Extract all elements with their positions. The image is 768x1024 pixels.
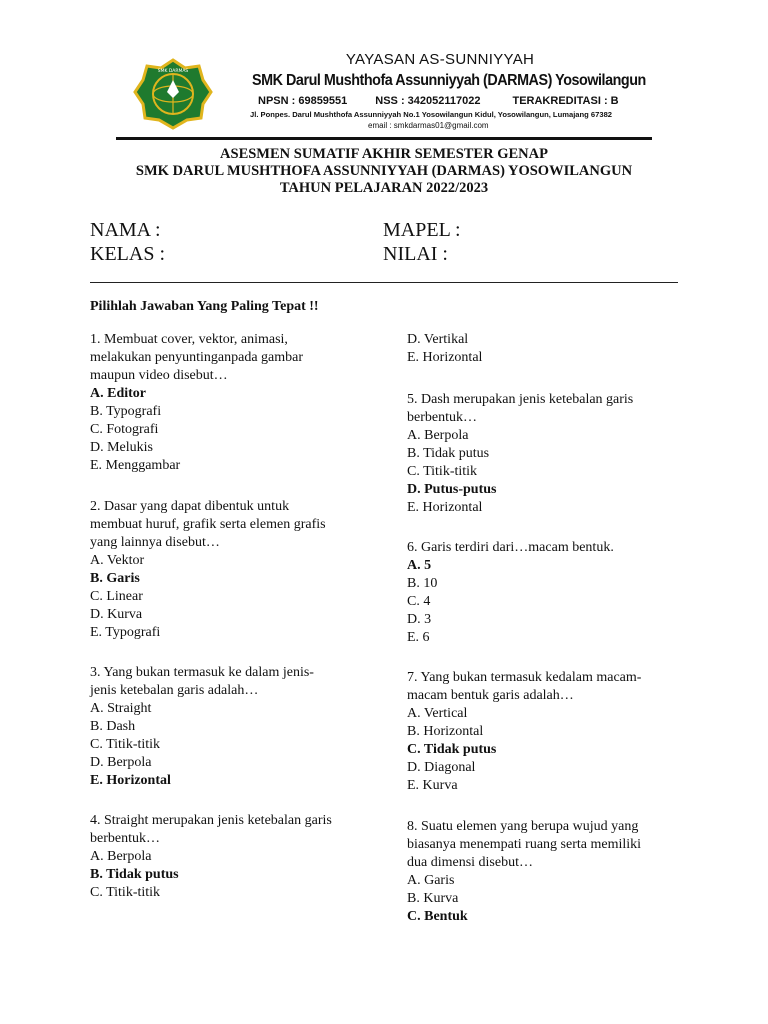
option-correct: B. Tidak putus	[90, 867, 179, 882]
option: A. Straight	[90, 701, 152, 716]
school-address: Jl. Ponpes. Darul Mushthofa Assunniyyah No.1 Yosowilangun Kidul, Yosowilangun, Lumajang 67382	[250, 110, 613, 119]
question-text: berbentuk…	[407, 410, 477, 425]
nilai-field: NILAI :	[383, 243, 448, 265]
question-8	[407, 818, 682, 926]
school-name: SMK Darul Mushthofa Assunniyyah (DARMAS) Yosowilangun	[252, 72, 646, 89]
option: B. Kurva	[407, 891, 459, 906]
question-text: 4. Straight merupakan jenis ketebalan garis	[90, 813, 332, 828]
exam-title-line1: ASESMEN SUMATIF AKHIR SEMESTER GENAP	[220, 146, 548, 162]
exam-title-line3: TAHUN PELAJARAN 2022/2023	[279, 180, 489, 196]
question-text: membuat huruf, grafik serta elemen grafis	[90, 517, 326, 532]
identity-divider	[90, 282, 678, 283]
option: A. Vertical	[407, 706, 468, 721]
question-4	[90, 812, 380, 902]
option: E. 6	[407, 630, 430, 645]
mapel-field: MAPEL :	[383, 219, 461, 241]
question-3	[90, 664, 380, 790]
option: C. Fotografi	[90, 422, 159, 437]
question-text: berbentuk…	[90, 831, 160, 846]
option: A. Vektor	[90, 553, 145, 568]
question-text: 8. Suatu elemen yang berupa wujud yang	[407, 819, 639, 834]
option: C. Titik-titik	[90, 737, 161, 752]
option-correct: C. Tidak putus	[407, 742, 497, 757]
question-text: 6. Garis terdiri dari…macam bentuk.	[407, 540, 614, 555]
exam-title-line2: SMK DARUL MUSHTHOFA ASSUNNIYYAH (DARMAS) YOSOWILANGUN	[135, 163, 633, 179]
option: C. Titik-titik	[90, 885, 161, 900]
option: C. Titik-titik	[407, 464, 478, 479]
question-text: biasanya menempati ruang serta memiliki	[407, 837, 642, 852]
option-correct: A. 5	[407, 558, 432, 573]
question-text: maupun video disebut…	[90, 368, 228, 383]
exam-title	[0, 146, 768, 197]
option: E. Horizontal	[407, 500, 483, 515]
school-identifiers	[258, 95, 619, 107]
option-correct: E. Horizontal	[90, 773, 171, 788]
svg-text:SMK DARMAS: SMK DARMAS	[157, 69, 189, 74]
option: E. Horizontal	[407, 350, 483, 365]
question-text: dua dimensi disebut…	[407, 855, 533, 870]
option-correct: A. Editor	[90, 386, 146, 401]
option: D. 3	[407, 612, 432, 627]
option: E. Kurva	[407, 778, 458, 793]
option: B. Typografi	[90, 404, 162, 419]
question-5	[407, 391, 682, 517]
question-text: yang lainnya disebut…	[90, 535, 220, 550]
question-4-continued	[407, 331, 682, 367]
question-2	[90, 498, 380, 642]
option: D. Kurva	[90, 607, 143, 622]
option: C. 4	[407, 594, 431, 609]
option-correct: B. Garis	[90, 571, 140, 586]
option: D. Diagonal	[407, 760, 476, 775]
option-correct: D. Putus-putus	[407, 482, 497, 497]
question-text: 7. Yang bukan termasuk kedalam macam-	[407, 670, 642, 685]
school-logo-icon	[133, 58, 213, 130]
option: A. Garis	[407, 873, 455, 888]
option: C. Linear	[90, 589, 143, 604]
instruction: Pilihlah Jawaban Yang Paling Tepat !!	[90, 299, 319, 314]
letterhead	[0, 0, 768, 140]
nss: NSS : 342052117022	[375, 95, 481, 107]
left-column	[90, 331, 380, 911]
option: B. Horizontal	[407, 724, 484, 739]
foundation-name: YAYASAN AS-SUNNIYYAH	[345, 51, 535, 68]
option: A. Berpola	[90, 849, 152, 864]
option: D. Berpola	[90, 755, 152, 770]
option: D. Melukis	[90, 440, 153, 455]
question-text: macam bentuk garis adalah…	[407, 688, 574, 703]
question-7	[407, 669, 682, 795]
question-text: 5. Dash merupakan jenis ketebalan garis	[407, 392, 634, 407]
option: B. 10	[407, 576, 438, 591]
question-6	[407, 539, 682, 647]
kelas-field: KELAS :	[90, 243, 165, 265]
nama-field: NAMA :	[90, 219, 161, 241]
question-text: 1. Membuat cover, vektor, animasi,	[90, 332, 288, 347]
option-correct: C. Bentuk	[407, 909, 468, 924]
option: E. Menggambar	[90, 458, 181, 473]
option: B. Dash	[90, 719, 136, 734]
option: E. Typografi	[90, 625, 161, 640]
question-text: 3. Yang bukan termasuk ke dalam jenis-	[90, 665, 314, 680]
question-text: jenis ketebalan garis adalah…	[90, 683, 259, 698]
letterhead-divider	[116, 137, 652, 140]
npsn: NPSN : 69859551	[258, 95, 348, 107]
option: B. Tidak putus	[407, 446, 490, 461]
question-1	[90, 331, 380, 475]
question-text: 2. Dasar yang dapat dibentuk untuk	[90, 499, 290, 514]
right-column	[407, 331, 682, 931]
option: A. Berpola	[407, 428, 469, 443]
accreditation: TERAKREDITASI : B	[512, 95, 619, 107]
school-email: email : smkdarmas01@gmail.com	[368, 121, 489, 130]
question-text: melakukan penyuntinganpada gambar	[90, 350, 304, 365]
option: D. Vertikal	[407, 332, 469, 347]
